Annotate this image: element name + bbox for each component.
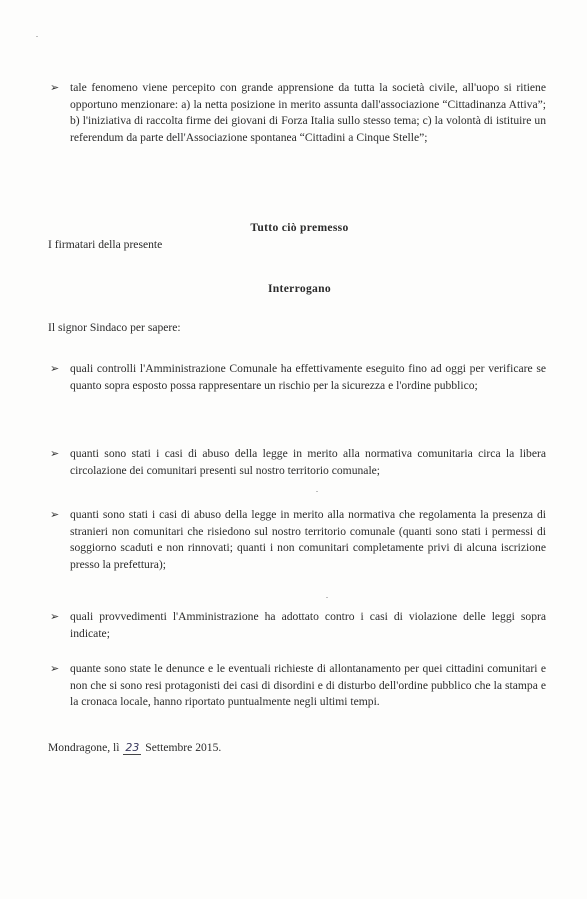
bullet-arrow-icon: ➢ [50, 448, 60, 460]
question-denunce: quante sono state le denunce e le eventuali richieste di allontanamento per quei cittadini comunitari e non che si sono resi protagonisti dei casi di disordini e di disturbo dell'ordine pubblico che la stampa e la cronaca locale, hanno riportato puntualmente negli ultimi tempi. [70, 662, 546, 708]
scan-speck [36, 36, 38, 37]
paragraph-fenomeno: tale fenomeno viene percepito con grande apprensione da tutta la società civile, all'uopo si ritiene opportuno menzionare: a) la netta posizione in merito assunta dall'associazione “Cittadinanza Attiva”; b) l'iniziativa di raccolta firme dei giovani di Forza Italia sullo stesso tema; c) la volontà di istituire un referendum da parte dell'Associazione spontanea “Cittadini a Cinque Stelle”; [70, 81, 546, 144]
heading-interrogano: Interrogano [268, 282, 331, 295]
bullet-arrow-icon: ➢ [50, 663, 60, 675]
scan-speck [316, 491, 318, 492]
firmatari-line: I firmatari della presente [48, 238, 163, 251]
question-controlli: quali controlli l'Amministrazione Comunale ha effettivamente eseguito fino ad oggi per verificare se quanto sopra esposto possa rappresentare un rischio per la sicurezza e l'ordine pubblico; [70, 362, 546, 392]
handwritten-day: 23 [125, 741, 140, 754]
closing-month-year: Settembre 2015. [145, 741, 222, 754]
heading-premesso: Tutto ciò premesso [250, 221, 349, 234]
bullet-arrow-icon: ➢ [50, 509, 60, 521]
question-comunitari: quanti sono stati i casi di abuso della legge in merito alla normativa comunitaria circa la libera circolazione dei comunitari presenti sul nostro territorio comunale; [70, 447, 546, 477]
bullet-arrow-icon: ➢ [50, 363, 60, 375]
sindaco-line: Il signor Sindaco per sapere: [48, 321, 181, 334]
question-stranieri: quanti sono stati i casi di abuso della legge in merito alla normativa che regolamenta la presenza di stranieri non comunitari che risiedono sul nostro territorio comunale (quanti sono stati i permessi di soggiorno scaduti e non rinnovati; quanti i non comunitari completamente privi di alcuna iscrizione presso la prefettura); [70, 508, 546, 571]
question-provvedimenti: quali provvedimenti l'Amministrazione ha adottato contro i casi di violazione delle leggi sopra indicate; [70, 610, 546, 640]
scan-speck [326, 597, 328, 598]
bullet-arrow-icon: ➢ [50, 82, 60, 94]
closing-place: Mondragone, lì [48, 741, 120, 754]
closing-date-line [48, 740, 221, 756]
bullet-arrow-icon: ➢ [50, 611, 60, 623]
